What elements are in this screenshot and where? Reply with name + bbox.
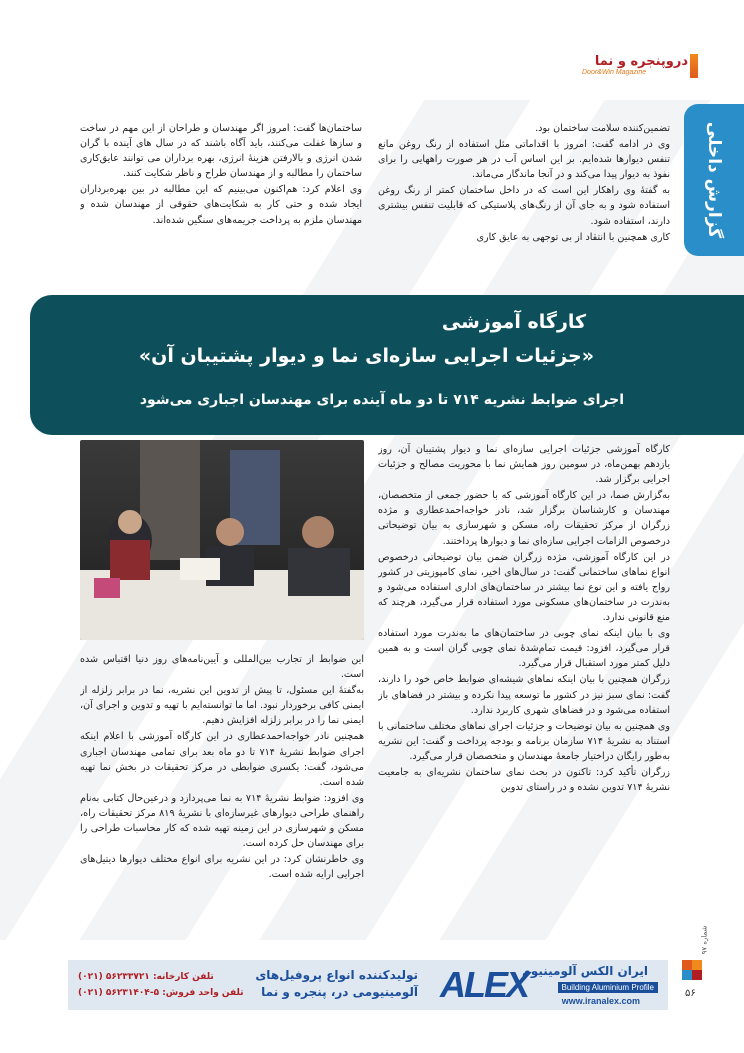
- paragraph: به گفته‌ٔ وی راهکار این است که در داخل ساختمان کمتر از رنگ روغن استفاده شود و به جای آن از رنگ‌های پلاستیکی که قابلیت تنفس بیشتری دارند، استفاده شود.: [378, 185, 670, 227]
- issue-number: شماره ۹۷: [700, 925, 709, 955]
- event-photo: [80, 440, 364, 640]
- paragraph: وی در ادامه گفت: امروز با اقداماتی مثل استفاده از رنگ روغن مانع تنفس دیوارها شده‌ایم. بر این اساس آب در هر صورت راههایی را برای نفوذ به دیوار پیدا می‌کند و در آنجا ماندگار می‌ماند.: [378, 139, 670, 181]
- paragraph: زرگران همچنین با بیان اینکه نماهای شیشه‌ای ضوابط خاص خود را دارند، گفت: نمای سبز نیز در کشور ما توسعه پیدا نکرده و بیشتر در فضاهای باز استفاده می‌شود و در فضاهای شهری کاربرد ندارد.: [378, 674, 670, 716]
- paragraph: وی با بیان اینکه نمای چوبی در ساختمان‌های ما به‌ندرت مورد استفاده قرار می‌گیرد، افزود: قیمت تمام‌شدهٔ نمای چوبی گران است و به همین دلیل کمتر مورد استقبال قرار می‌گیرد.: [378, 628, 670, 670]
- paragraph: کاری همچنین با انتقاد از بی توجهی به عایق کاری: [476, 231, 670, 243]
- page-number: ۵۶: [685, 988, 696, 999]
- paragraph: به‌گفتهٔ این مسئول، تا پیش از تدوین این نشریه، نما در برابر زلزله از ایمنی کافی برخوردار نبود. اما ما توانسته‌ایم با تهیه و تدوین و اجرای آن، ایمنی نما را در برابر زلزله افزایش دهیم.: [80, 685, 364, 727]
- paragraph: در این کارگاه آموزشی، مژده زرگران ضمن بیان توضیحاتی درخصوص انواع نماهای ساختمانی گفت: در سال‌های اخیر، نمای کامپوزیتی در کشور رواج یافته و این نوع نما بیشتر در ساختمان‌های اداری استفاده می‌شود و به‌ندرت در ساختمان‌های مسکونی مورد استفاده قرار می‌گیرد، هرچند که منع قانونی ندارد.: [378, 551, 670, 624]
- ad-brand-fa: ایران الکس آلومینیوم: [522, 964, 648, 978]
- paragraph: همچنین نادر خواجه‌احمدعطاری در این کارگاه آموزشی با اعلام اینکه اجرای ضوابط نشریهٔ ۷۱۴ تا دو ماه بعد برای تمامی مهندسان اجباری می‌شود، گفت: یکسری ضوابطی در مرکز تحقیقات در بخش نما تهیه شده است.: [80, 731, 364, 788]
- logo-mark-icon: [690, 54, 698, 78]
- ad-tagline: تولیدکننده انواع پروفیل‌های: [255, 968, 418, 982]
- page-marker-icon: [680, 958, 704, 986]
- paragraph: وی افزود: ضوابط نشریهٔ ۷۱۴ به نما می‌پردازد و درعین‌حال کتابی به‌نام راهنمای طراحی دیوارهای غیرسازه‌ای با نشریهٔ ۸۱۹ مرکز تحقیقات راه، مسکن و شهرسازی در این زمینه تهیه شده که کار محاسبات طراحی را برای مهندسان حل کرده است.: [80, 792, 364, 850]
- headline-banner: [30, 295, 744, 435]
- article-column-top-left: [80, 121, 362, 283]
- ad-phone-sales: تلفن واحد فروش: ۵-۵۶۲۳۱۴۰۴ (۰۲۱): [78, 988, 244, 998]
- paragraph: کارگاه آموزشی جزئیات اجرایی سازه‌ای نما و دیوار پشتیبان آن، روز یازدهم بهمن‌ماه، در سومین روز همایش نما با محوریت مصالح و جزئیات اجرایی برگزار شد.: [378, 444, 670, 486]
- paragraph: به‌گزارش صما، در این کارگاه آموزشی که با حضور جمعی از متخصصان، مهندسان و کارشناسان برگزار شد، نادر خواجه‌احمدعطاری و مژده زرگران از مرکز تحقیقات راه، مسکن و شهرسازی به بیان توضیحاتی درخصوص الزامات اجرایی سازه‌ای نما و دیوارها پرداختند.: [378, 490, 670, 547]
- ad-url: www.iranalex.com: [561, 996, 640, 1006]
- section-tab-label: گزارش داخلی: [704, 121, 724, 239]
- ad-phone-factory: تلفن کارخانه: ۵۶۲۳۳۷۲۱ (۰۲۱): [78, 972, 214, 982]
- paragraph: وی همچنین به بیان توضیحات و جزئیات اجرای نماهای مختلف ساختمانی با استناد به نشریهٔ ۷۱۴ سازمان برنامه و بودجه پرداخت و گفت: این نشریه به‌طور رایگان دراختیار جامعهٔ مهندسان و متخصصان قرار می‌گیرد.: [378, 720, 670, 762]
- paragraph: وی خاطرنشان کرد: در این نشریه برای انواع مختلف دیوارها دیتیل‌های اجرایی ارایه شده است.: [80, 854, 364, 881]
- magazine-logo: [576, 52, 688, 82]
- paragraph: زرگران تأکید کرد: تاکنون در بحث نمای ساختمان نشریه‌ای به جامعیت نشریهٔ ۷۱۴ تدوین نشده و در راستای تدوین: [378, 766, 670, 794]
- headline-title: «جزئیات اجرایی سازه‌ای نما و دیوار پشتیبان آن»: [138, 345, 594, 367]
- ad-tagline: آلومینیومی در، پنجره و نما: [261, 985, 418, 999]
- article-column-middle-right: [378, 442, 670, 930]
- article-column-top-right: [378, 121, 670, 281]
- paragraph: این ضوابط از تجارب بین‌المللی و آیین‌نامه‌های روز دنیا اقتباس شده است.: [80, 654, 364, 681]
- headline-kicker: کارگاه آموزشی: [441, 311, 587, 333]
- section-tab: [684, 104, 744, 256]
- logo-brand-fa: دروپنجره و نما: [594, 54, 688, 69]
- article-column-middle-left: [80, 652, 364, 930]
- paragraph: وی اعلام کرد: هم‌اکنون می‌بینیم که این مطالبه در بین بهره‌برداران ایجاد شده و حتی کار به شکایت‌های حقوقی از مهندسان شده و مهندسان ملزم به پرداخت جریمه‌های سنگین شده‌اند.: [80, 184, 362, 226]
- paragraph: ساختمان‌ها گفت: امروز اگر مهندسان و طراحان از این مهم در ساخت و سازها غفلت می‌کنند، باید آگاه باشند که در سال های آینده با گران شدن انرژی و بالارفتن هزینهٔ انرژی، بهره برداران می توانند عایق‌کاری ساختمان را مطالبه و از مهندسان طراح و ناظر شکایت کنند.: [80, 123, 362, 180]
- ad-brand-en: Building Aluminium Profile: [558, 982, 659, 993]
- ad-logo: ALEX: [439, 964, 528, 1005]
- headline-subtitle: اجرای ضوابط نشریه ۷۱۴ تا دو ماه آینده برای مهندسان اجباری می‌شود: [139, 392, 624, 408]
- logo-brand-en: Door&Win Magazine: [582, 69, 647, 76]
- advertisement: [68, 960, 668, 1010]
- paragraph: تضمین‌کننده سلامت ساختمان بود.: [535, 123, 670, 134]
